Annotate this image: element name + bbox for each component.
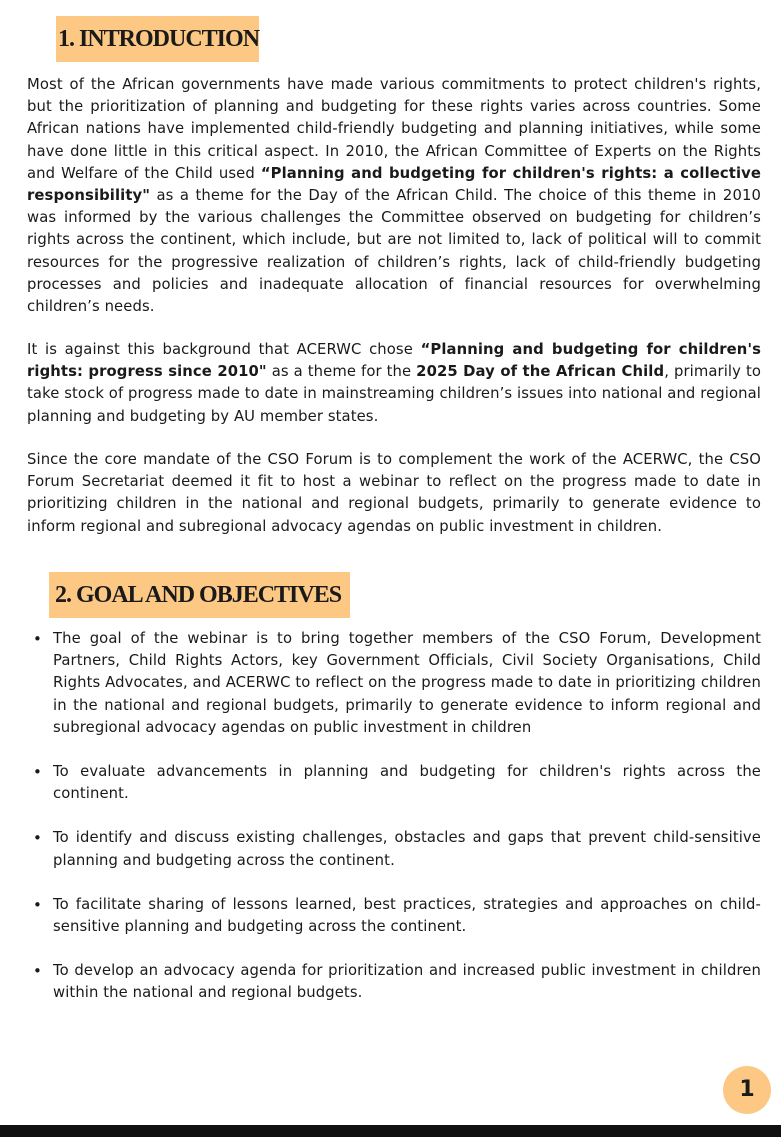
bullet-icon: • — [33, 829, 42, 848]
list-item — [27, 960, 761, 1004]
bullet-icon: • — [33, 962, 42, 981]
introduction-heading: 1. INTRODUCTION — [56, 16, 259, 62]
list-item — [27, 827, 761, 871]
p2-text-c: as a theme for the — [266, 363, 417, 381]
p2-theme-2025: “Planning and budgeting for children's rights: progress since 2010" — [27, 341, 761, 381]
introduction-paragraph-1 — [27, 74, 761, 318]
bullet-icon: • — [33, 763, 42, 782]
bottom-bar — [0, 1125, 781, 1137]
list-item-text: The goal of the webinar is to bring together members of the CSO Forum, Development Partners, Child Rights Actors, key Government Officials, Civil Society Organisations, Child Rights Advocates, and ACERWC to reflect on the progress made to date in prioritizing children in the national and regional budgets, primarily to generate evidence to inform regional and subregional advocacy agendas on public investment in children — [53, 630, 761, 736]
list-item — [27, 761, 761, 805]
list-item-text: To evaluate advancements in planning and budgeting for children's rights across the continent. — [53, 763, 761, 803]
introduction-paragraph-2 — [27, 339, 761, 428]
p1-text-c: as a theme for the Day of the African Child. The choice of this theme in 2010 was informed by the various challenges the Committee observed on budgeting for children’s rights across the continent, which include, but are not limited to, lack of political will to commit resources for the progressive realization of children’s rights, lack of child-friendly budgeting processes and policies and inadequate allocation of financial resources for overwhelming children’s needs. — [27, 187, 761, 316]
p1-text-a: Most of the African governments have made various commitments to protect children's rights, but the prioritization of planning and budgeting for these rights varies across countries. Some African nations have implemented child-friendly budgeting and planning initiatives, while some have done little in this critical aspect. In 2010, the African Committee of Experts on the Rights and Welfare of the Child used — [27, 76, 761, 182]
p1-theme-2010: “Planning and budgeting for children's rights: a collective responsibility" — [27, 164, 761, 205]
introduction-paragraph-3: Since the core mandate of the CSO Forum is to complement the work of the ACERWC, the CSO Forum Secretariat deemed it fit to host a webinar to reflect on the progress made to date in prioritizing children in the national and regional budgets, primarily to generate evidence to inform regional and subregional advocacy agendas on public investment in children. — [27, 451, 761, 535]
list-item — [27, 894, 761, 938]
p2-text-e: , primarily to take stock of progress made to date in mainstreaming children’s issues into national and regional planning and budgeting by AU member states. — [27, 363, 761, 425]
bullet-icon: • — [33, 630, 42, 648]
list-item-text: To identify and discuss existing challenges, obstacles and gaps that prevent child-sensitive planning and budgeting across the continent. — [53, 829, 761, 869]
page-number-badge: 1 — [723, 1066, 771, 1114]
list-item-text: To facilitate sharing of lessons learned, best practices, strategies and approaches on child-sensitive planning and budgeting across the continent. — [53, 895, 761, 936]
p2-day-of-african-child: 2025 Day of the African Child — [416, 363, 665, 381]
list-item — [27, 628, 761, 739]
objectives-list — [27, 628, 761, 1027]
list-item-text: To develop an advocacy agenda for prioritization and increased public investment in children within the national and regional budgets. — [53, 962, 761, 1002]
bullet-icon: • — [33, 895, 42, 914]
goals-heading: 2. GOAL AND OBJECTIVES — [49, 572, 350, 618]
p2-text-a: It is against this background that ACERWC chose — [27, 341, 421, 358]
